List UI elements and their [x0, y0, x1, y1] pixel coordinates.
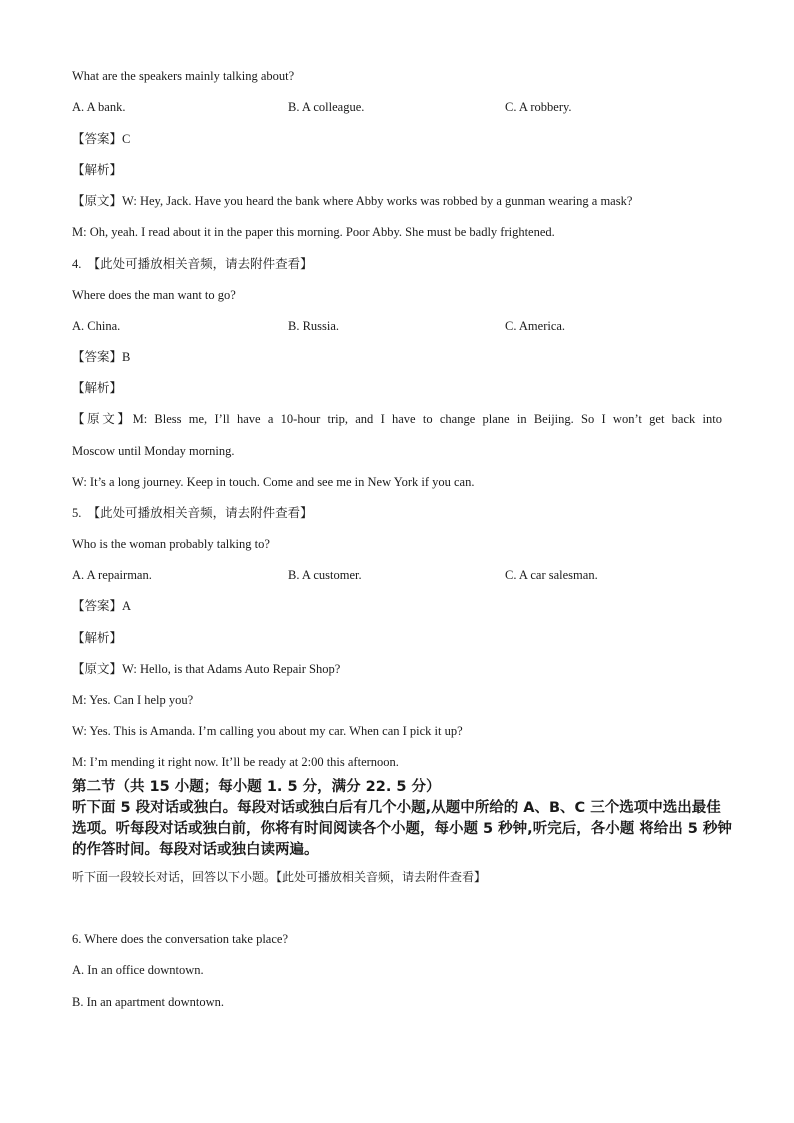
q5-option-a: A. A repairman. [72, 568, 152, 582]
q3-option-a: A. A bank. [72, 100, 126, 114]
answer-value: B [122, 350, 131, 364]
q4-transcript-3: W: It’s a long journey. Keep in touch. Come and see me in New York if you can. [72, 475, 475, 489]
answer-value: A [122, 599, 132, 613]
original-label: 【原文】 [72, 661, 123, 676]
q3-answer [72, 131, 130, 147]
q3-option-c: C. A robbery. [505, 100, 572, 114]
q5-transcript-3: W: Yes. This is Amanda. I’m calling you about my car. When can I pick it up? [72, 724, 463, 738]
q4-option-c: C. America. [505, 319, 566, 333]
original-label: 【原文】 [72, 193, 123, 208]
q5-header [72, 505, 313, 521]
q5-option-b: B. A customer. [288, 568, 362, 582]
section2-instructions: 听下面 5 段对话或独白。每段对话或独白后有几个小题,从题中所给的 A、B、C 三个选项中选出最佳选项。听每段对话或独白前，你将有时间阅读各个小题，每小题 5 秒钟,听完后，各小题 将给出 5 秒钟的作答时间。每段对话或独白读两遍。 [72, 800, 732, 858]
q5-transcript-4: M: I’m mending it right now. It’ll be ready at 2:00 this afternoon. [72, 755, 399, 769]
q5-analysis-label: 【解析】 [72, 630, 123, 645]
q4-number: 4. [72, 257, 82, 271]
q6-option-b: B. In an apartment downtown. [72, 995, 225, 1009]
transcript-text: W: Hey, Jack. Have you heard the bank where Abby works was robbed by a gunman wearing a mask? [122, 194, 633, 208]
q5-question: Who is the woman probably talking to? [72, 537, 270, 551]
q5-audio-note: 【此处可播放相关音频，请去附件查看】 [87, 505, 313, 520]
q4-answer [72, 349, 130, 365]
answer-value: C [122, 132, 131, 146]
q3-analysis-label: 【解析】 [72, 162, 123, 177]
q6-option-a: A. In an office downtown. [72, 963, 204, 977]
original-label: 【原文】 [72, 411, 133, 426]
q4-header [72, 256, 313, 272]
q4-transcript-2: Moscow until Monday morning. [72, 444, 235, 458]
q5-transcript-1 [72, 661, 340, 677]
q4-transcript-1 [72, 411, 722, 427]
q5-transcript-2: M: Yes. Can I help you? [72, 693, 194, 707]
transcript-text: M: Bless me, I’ll have a 10-hour trip, and I have to change plane in Beijing. So I won’t get back into [132, 412, 722, 426]
answer-label: 【答案】 [72, 131, 123, 146]
q6-question: 6. Where does the conversation take place? [72, 932, 288, 946]
q5-answer [72, 598, 131, 614]
answer-label: 【答案】 [72, 598, 123, 613]
q4-option-a: A. China. [72, 319, 121, 333]
answer-label: 【答案】 [72, 349, 123, 364]
q5-number: 5. [72, 506, 82, 520]
q4-option-b: B. Russia. [288, 319, 340, 333]
q4-question: Where does the man want to go? [72, 288, 236, 302]
q3-question: What are the speakers mainly talking about? [72, 69, 295, 83]
q3-transcript-1 [72, 193, 632, 209]
transcript-text: W: Hello, is that Adams Auto Repair Shop? [122, 662, 341, 676]
q4-audio-note: 【此处可播放相关音频，请去附件查看】 [87, 256, 313, 271]
q4-analysis-label: 【解析】 [72, 380, 123, 395]
q3-transcript-2: M: Oh, yeah. I read about it in the paper this morning. Poor Abby. She must be badly frightened. [72, 225, 555, 239]
section2-listen-note: 听下面一段较长对话，回答以下小题。【此处可播放相关音频，请去附件查看】 [72, 870, 487, 884]
q5-option-c: C. A car salesman. [505, 568, 598, 582]
section2-title: 第二节（共 15 小题；每小题 1. 5 分，满分 22. 5 分） [72, 779, 441, 795]
q3-option-b: B. A colleague. [288, 100, 365, 114]
